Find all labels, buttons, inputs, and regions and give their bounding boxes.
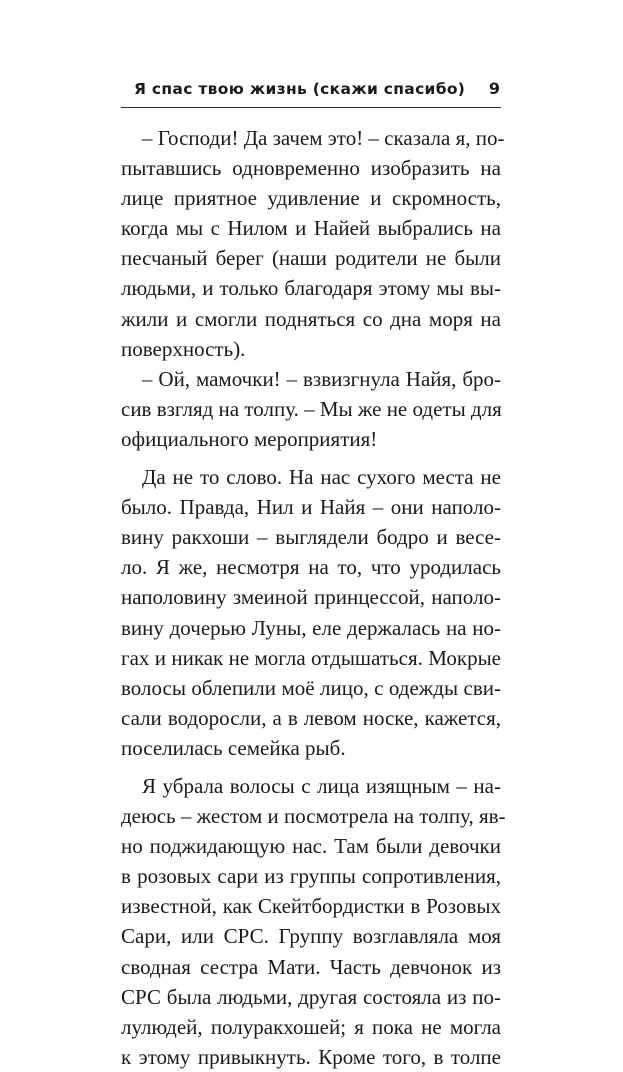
running-head [121, 78, 500, 104]
header-rule [121, 107, 501, 108]
text-line: официального мероприятия! [121, 426, 378, 451]
body-text [121, 123, 506, 1072]
text-line: было. Правда, Нил и Найя – они наполо- [121, 495, 501, 520]
text-line: СРС была людьми, другая состояла из по- [121, 984, 501, 1009]
paragraph-4 [121, 771, 506, 1072]
text-line: пытавшись одновременно изобразить на [121, 156, 501, 181]
text-line: сводная сестра Мати. Часть девчонок из [121, 954, 501, 979]
text-line: вину ракхоши – выглядели бодро и весе- [121, 525, 501, 550]
text-line: ло. Я же, несмотря на то, что уродилась [121, 555, 501, 580]
text-line: Да не то слово. На нас сухого места не [142, 465, 501, 490]
text-line: лулюдей, полуракхошей; я пока не могла [121, 1014, 501, 1039]
text-line: известной, как Скейтбордистки в Розовых [121, 894, 501, 919]
text-line: Я убрала волосы с лица изящным – на- [142, 773, 501, 798]
text-line: – Господи! Да зачем это! – сказала я, по- [142, 126, 505, 150]
paragraph-2 [121, 364, 501, 454]
text-line: наполовину змеиной принцессой, наполо- [121, 585, 501, 610]
text-line: вину дочерью Луны, еле держалась на но- [121, 615, 501, 640]
page-number: 9 [488, 79, 500, 98]
text-line: Сари, или СРС. Группу возглавляла моя [121, 924, 501, 949]
text-line: в розовых сари из группы сопротивления, [121, 864, 501, 889]
text-line: людьми, и только благодаря этому мы вы- [121, 276, 501, 301]
paragraph-gap [121, 454, 501, 462]
text-line: поселилась семейка рыб. [121, 735, 346, 760]
running-title: Я спас твою жизнь (скажи спасибо) [134, 80, 466, 98]
paragraph-3 [121, 462, 501, 763]
paragraph-1 [121, 123, 505, 364]
text-line: жили и смогли подняться со дна моря на [121, 306, 501, 331]
text-line: – Ой, мамочки! – взвизгнула Найя, бро- [142, 366, 501, 391]
text-line: песчаный берег (наши родители не были [121, 246, 501, 271]
text-line: но поджидающую нас. Там были девочки [121, 834, 501, 859]
text-line: волосы облепили моё лицо, с одежды сви- [121, 675, 501, 700]
text-line: к этому привыкнуть. Кроме того, в толпе [121, 1044, 501, 1069]
text-line: деюсь – жестом и посмотрела на толпу, яв- [121, 804, 506, 829]
text-line: сив взгляд на толпу. – Мы же не одеты для [121, 396, 502, 421]
text-line: лице приятное удивление и скромность, [121, 186, 501, 211]
text-line: поверхность). [121, 336, 246, 361]
text-line: сали водоросли, а в левом носке, кажется, [121, 705, 501, 730]
text-line: гах и никак не могла отдышаться. Мокрые [121, 645, 501, 670]
paragraph-gap [121, 763, 501, 771]
text-line: когда мы с Нилом и Найей выбрались на [121, 216, 501, 241]
